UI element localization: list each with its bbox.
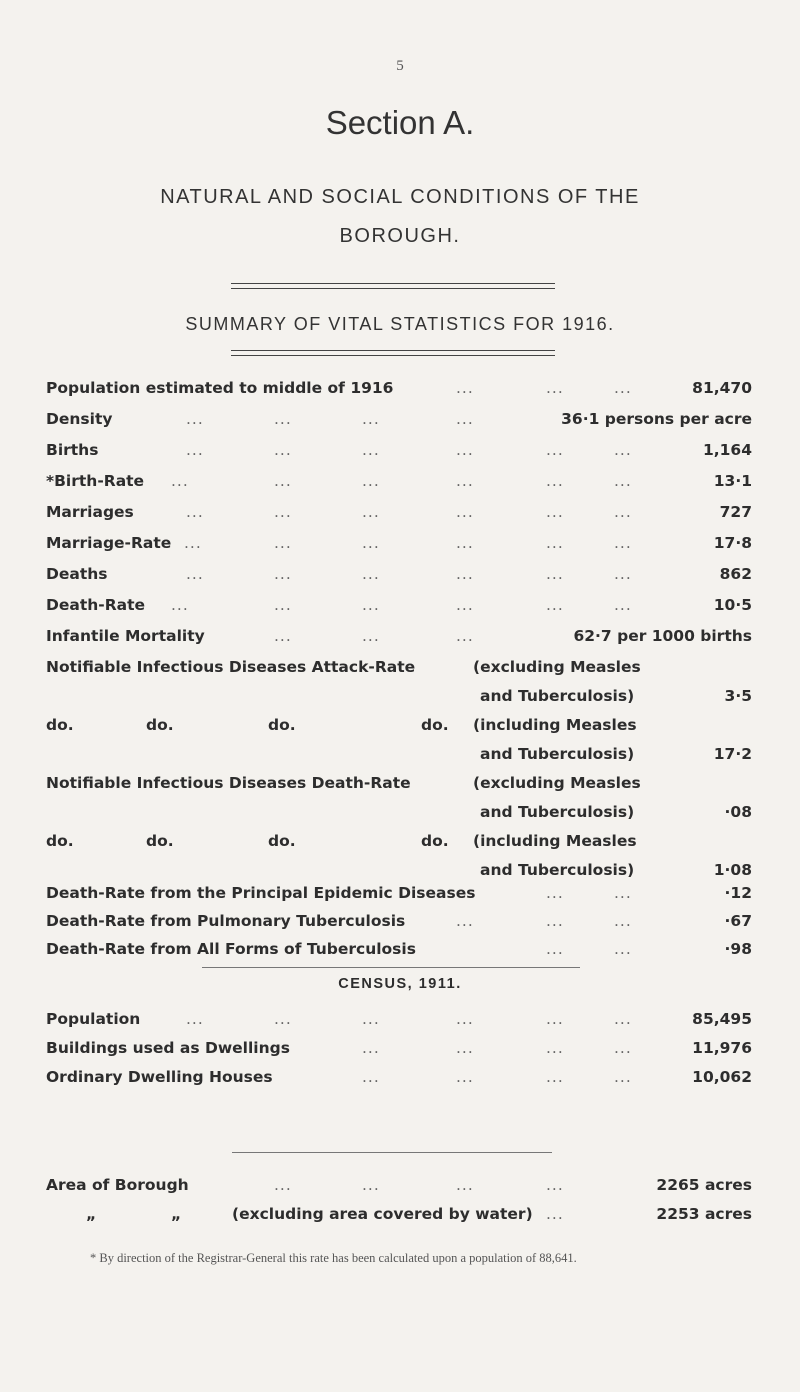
row-value: 81,470	[692, 379, 752, 397]
row-label: (excluding area covered by water)	[232, 1205, 533, 1223]
leader-dots: ...	[456, 1039, 474, 1057]
leader-dots: ...	[186, 1010, 204, 1028]
row-area-borough	[46, 1176, 752, 1202]
row-area-excluding-water	[46, 1205, 752, 1231]
leader-dots: ...	[456, 912, 474, 930]
ditto-mark: do.	[268, 832, 296, 850]
row-value: 85,495	[692, 1010, 752, 1028]
footnote: * By direction of the Registrar-General this rate has been calculated upon a population of 88,641.	[90, 1251, 577, 1265]
leader-dots: ...	[456, 596, 474, 614]
rule-before-census	[202, 967, 580, 968]
rule-before-area	[232, 1152, 552, 1153]
leader-dots: ...	[186, 565, 204, 583]
row-label: *Birth-Rate	[46, 472, 145, 490]
leader-dots: ...	[456, 503, 474, 521]
leader-dots: ...	[614, 912, 632, 930]
leader-dots: ...	[274, 534, 292, 552]
row-label: Density	[46, 410, 113, 428]
leader-dots: ...	[274, 596, 292, 614]
ditto-mark: do.	[146, 832, 174, 850]
row-value: 1·08	[713, 861, 752, 879]
row-value: ·12	[724, 884, 752, 902]
leader-dots: ...	[274, 410, 292, 428]
qualifier-including: (including Measles	[473, 832, 637, 850]
row-label: Deaths	[46, 565, 108, 583]
leader-dots: ...	[614, 441, 632, 459]
leader-dots: ...	[362, 441, 380, 459]
row-pulmonary-tb	[46, 912, 752, 938]
leader-dots: ...	[614, 1010, 632, 1028]
row-attack-rate-including	[46, 716, 752, 742]
row-value: 3·5	[724, 687, 752, 705]
leader-dots: ...	[456, 1010, 474, 1028]
row-label: Area of Borough	[46, 1176, 189, 1194]
row-deaths	[46, 565, 752, 591]
census-heading: CENSUS, 1911.	[338, 976, 462, 992]
leader-dots: ...	[614, 534, 632, 552]
row-birth-rate	[46, 472, 752, 498]
row-label: Infantile Mortality	[46, 627, 205, 645]
row-label: Marriage-Rate	[46, 534, 172, 552]
main-heading	[40, 178, 760, 256]
leader-dots: ...	[614, 1039, 632, 1057]
ditto-mark: do.	[46, 832, 74, 850]
row-label: Notifiable Infectious Diseases Death-Rate	[46, 774, 411, 792]
leader-dots: ...	[456, 379, 474, 397]
leader-dots: ...	[614, 472, 632, 490]
leader-dots: ...	[186, 441, 204, 459]
row-value: 727	[719, 503, 752, 521]
row-infantile-mortality	[46, 627, 752, 653]
row-value: 10·5	[713, 596, 752, 614]
summary-heading: SUMMARY OF VITAL STATISTICS FOR 1916.	[185, 314, 615, 334]
row-label: Death-Rate from the Principal Epidemic Diseases	[46, 884, 476, 902]
row-infectious-death-rate-excluding	[46, 774, 752, 800]
row-death-rate	[46, 596, 752, 622]
row-label: Population	[46, 1010, 141, 1028]
row-infectious-death-rate-excluding-cont	[46, 803, 752, 829]
double-rule-top	[231, 283, 555, 289]
row-marriage-rate	[46, 534, 752, 560]
row-value: 13·1	[713, 472, 752, 490]
leader-dots: ...	[274, 627, 292, 645]
main-heading-line-2: BOROUGH.	[339, 225, 461, 247]
leader-dots: ...	[456, 1068, 474, 1086]
ditto-mark: do.	[421, 716, 449, 734]
row-population-estimated	[46, 379, 752, 405]
row-density	[46, 410, 752, 436]
leader-dots: ...	[184, 534, 202, 552]
row-value: 17·2	[713, 745, 752, 763]
leader-dots: ...	[274, 472, 292, 490]
row-value: 17·8	[713, 534, 752, 552]
leader-dots: ...	[171, 596, 189, 614]
leader-dots: ...	[362, 565, 380, 583]
row-value: 1,164	[702, 441, 752, 459]
leader-dots: ...	[186, 503, 204, 521]
leader-dots: ...	[362, 410, 380, 428]
leader-dots: ...	[614, 503, 632, 521]
leader-dots: ...	[456, 1176, 474, 1194]
leader-dots: ...	[546, 912, 564, 930]
row-label: Death-Rate from Pulmonary Tuberculosis	[46, 912, 406, 930]
leader-dots: ...	[456, 565, 474, 583]
leader-dots: ...	[546, 1205, 564, 1223]
leader-dots: ...	[546, 1010, 564, 1028]
row-value: ·67	[724, 912, 752, 930]
row-value: 862	[719, 565, 752, 583]
leader-dots: ...	[362, 503, 380, 521]
leader-dots: ...	[546, 441, 564, 459]
section-title: Section A.	[325, 104, 475, 141]
ditto-mark: „	[171, 1205, 182, 1223]
row-infectious-death-rate-including	[46, 832, 752, 858]
leader-dots: ...	[546, 503, 564, 521]
qualifier-and-tb: and Tuberculosis)	[480, 803, 635, 821]
row-label: Ordinary Dwelling Houses	[46, 1068, 273, 1086]
leader-dots: ...	[456, 441, 474, 459]
row-census-buildings	[46, 1039, 752, 1065]
leader-dots: ...	[546, 940, 564, 958]
leader-dots: ...	[274, 441, 292, 459]
leader-dots: ...	[546, 1176, 564, 1194]
qualifier-excluding: (excluding Measles	[473, 774, 641, 792]
leader-dots: ...	[362, 472, 380, 490]
leader-dots: ...	[274, 565, 292, 583]
leader-dots: ...	[456, 410, 474, 428]
ditto-mark: do.	[421, 832, 449, 850]
qualifier-and-tb: and Tuberculosis)	[480, 687, 635, 705]
row-census-houses	[46, 1068, 752, 1094]
leader-dots: ...	[614, 1068, 632, 1086]
leader-dots: ...	[186, 410, 204, 428]
leader-dots: ...	[546, 534, 564, 552]
qualifier-and-tb: and Tuberculosis)	[480, 745, 635, 763]
leader-dots: ...	[362, 1176, 380, 1194]
main-heading-line-1: NATURAL AND SOCIAL CONDITIONS OF THE	[160, 186, 640, 208]
leader-dots: ...	[546, 565, 564, 583]
row-attack-rate-excluding	[46, 658, 752, 684]
leader-dots: ...	[546, 596, 564, 614]
leader-dots: ...	[546, 1068, 564, 1086]
leader-dots: ...	[456, 534, 474, 552]
row-value: 36·1 persons per acre	[561, 410, 752, 428]
row-label: Population estimated to middle of 1916	[46, 379, 394, 397]
row-value: 10,062	[692, 1068, 752, 1086]
leader-dots: ...	[546, 1039, 564, 1057]
row-census-population	[46, 1010, 752, 1036]
ditto-mark: do.	[146, 716, 174, 734]
leader-dots: ...	[362, 627, 380, 645]
row-value: 62·7 per 1000 births	[573, 627, 752, 645]
row-marriages	[46, 503, 752, 529]
leader-dots: ...	[362, 1039, 380, 1057]
row-value: 11,976	[692, 1039, 752, 1057]
row-births	[46, 441, 752, 467]
row-attack-rate-excluding-cont	[46, 687, 752, 713]
leader-dots: ...	[614, 940, 632, 958]
leader-dots: ...	[546, 884, 564, 902]
row-label: Buildings used as Dwellings	[46, 1039, 290, 1057]
qualifier-and-tb: and Tuberculosis)	[480, 861, 635, 879]
leader-dots: ...	[456, 472, 474, 490]
leader-dots: ...	[362, 1010, 380, 1028]
leader-dots: ...	[274, 1176, 292, 1194]
row-label: Death-Rate from All Forms of Tuberculosis	[46, 940, 416, 958]
row-label: Death-Rate	[46, 596, 146, 614]
row-value: 2265 acres	[656, 1176, 752, 1194]
row-label: Notifiable Infectious Diseases Attack-Rate	[46, 658, 416, 676]
qualifier-excluding: (excluding Measles	[473, 658, 641, 676]
page-number: 5	[396, 58, 404, 74]
ditto-mark: do.	[46, 716, 74, 734]
leader-dots: ...	[614, 565, 632, 583]
leader-dots: ...	[274, 503, 292, 521]
row-principal-epidemic	[46, 884, 752, 910]
leader-dots: ...	[614, 884, 632, 902]
row-attack-rate-including-cont	[46, 745, 752, 771]
row-all-forms-tb	[46, 940, 752, 966]
leader-dots: ...	[362, 1068, 380, 1086]
leader-dots: ...	[274, 1010, 292, 1028]
leader-dots: ...	[546, 472, 564, 490]
row-value: ·08	[724, 803, 752, 821]
ditto-mark: „	[86, 1205, 97, 1223]
ditto-mark: do.	[268, 716, 296, 734]
row-label: Births	[46, 441, 99, 459]
row-value: ·98	[724, 940, 752, 958]
leader-dots: ...	[614, 596, 632, 614]
leader-dots: ...	[614, 379, 632, 397]
row-value: 2253 acres	[656, 1205, 752, 1223]
row-label: Marriages	[46, 503, 134, 521]
leader-dots: ...	[362, 534, 380, 552]
qualifier-including: (including Measles	[473, 716, 637, 734]
leader-dots: ...	[546, 379, 564, 397]
leader-dots: ...	[362, 596, 380, 614]
double-rule-bottom	[231, 350, 555, 356]
leader-dots: ...	[456, 627, 474, 645]
leader-dots: ...	[171, 472, 189, 490]
